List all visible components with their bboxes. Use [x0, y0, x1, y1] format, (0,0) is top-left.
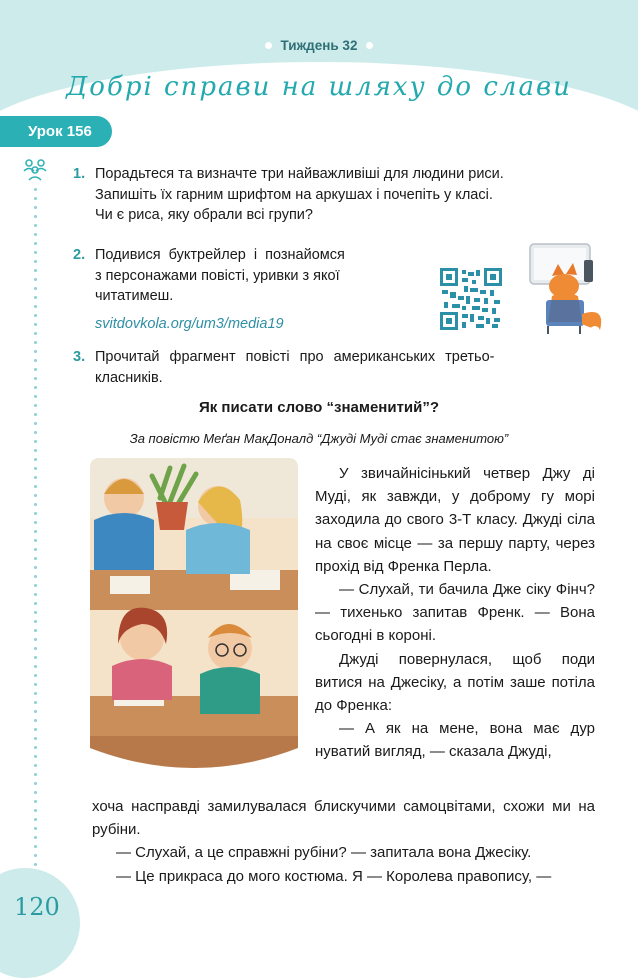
text-line: — Це прикраса до мого костюма. Я — Королева правопису, — — [116, 867, 552, 885]
text-line: ми на рубіни. — [92, 798, 596, 839]
task-number: 1. — [73, 166, 86, 182]
group-work-icon — [22, 158, 48, 182]
task-line: Подивися буктрейлер і познайомся — [95, 247, 345, 263]
text-line: — Слухай, а це справжні рубіни? — запитала вона Джесіку. — [116, 844, 532, 862]
task-3 — [73, 347, 595, 388]
text-line: Джуді сіла на своє місце — за — [315, 511, 595, 552]
page-number: 120 — [14, 893, 60, 921]
lesson-tab: Урок 156 — [0, 116, 112, 147]
margin-dotted-line — [34, 185, 37, 887]
task-line: Чи є риса, яку обрали всі групи? — [95, 207, 313, 223]
classroom-illustration — [90, 458, 298, 780]
task-line: Запишіть їх гарним шрифтом на аркушах і почепіть у класі. — [95, 186, 493, 203]
story-paragraph — [92, 865, 595, 888]
text-line: морі заходила до свого 3-Т класу. — [315, 488, 595, 529]
task-line: з персонажами повісті, уривки з якої — [95, 267, 340, 284]
story-paragraph — [315, 648, 595, 718]
story-full-text — [92, 795, 595, 888]
task-line: Порадьтеся та визначте три найважливіші для людини риси. — [95, 166, 504, 182]
story-paragraph — [315, 462, 595, 578]
story-source: За повістю Меґан МакДоналд “Джуді Муді стає знаменитою” — [129, 431, 509, 446]
page-title: Добрі справи на шляху до слави — [66, 72, 572, 102]
dot-icon — [265, 42, 272, 49]
task-1 — [73, 164, 595, 226]
text-line: Френк. — Вона сьогодні в короні. — [315, 604, 595, 645]
text-line: нуватий вигляд, — сказала Джуді, — [315, 743, 552, 761]
story-column-text — [315, 462, 595, 764]
dot-icon — [366, 42, 373, 49]
task-line: Прочитай фрагмент повісті про американських третьо- — [95, 349, 495, 365]
task-2 — [73, 245, 435, 307]
fox-at-computer-illustration — [522, 242, 612, 334]
text-line: потіла до Френка: — [315, 673, 595, 715]
task-number: 2. — [73, 247, 86, 263]
task-number: 3. — [73, 349, 86, 365]
task-line: читатимеш. — [95, 288, 174, 304]
week-text: Тиждень 32 — [280, 38, 358, 53]
text-line: — А як на мене, вона має дур — [339, 720, 595, 738]
text-line: першу парту, через прохід від — [315, 534, 595, 575]
task-line: класників. — [95, 369, 163, 386]
story-paragraph — [92, 841, 595, 864]
text-line: Джуді повернулася, щоб поди — [339, 650, 595, 668]
text-line: витися на Джесіку, а потім заше — [315, 673, 546, 691]
text-line: сіку Фінч? — тихенько запитав — [315, 581, 595, 622]
text-line: хоча насправді замилувалася блискучими самоцвітами, схожи — [92, 798, 545, 815]
story-paragraph — [315, 717, 595, 763]
text-line: ді Муді, як завжди, у доброму гу — [315, 465, 595, 506]
qr-code-icon[interactable] — [440, 268, 502, 330]
text-line: Френка Перла. — [387, 557, 492, 575]
page-number-badge — [0, 868, 80, 978]
story-paragraph — [92, 795, 595, 841]
text-line: У звичайнісінький четвер Джу — [339, 465, 571, 482]
story-title: Як писати слово “знаменитий”? — [198, 399, 440, 416]
booktrailer-link[interactable]: svitdovkola.org/um3/media19 — [95, 316, 284, 332]
week-label — [0, 38, 638, 53]
story-paragraph — [315, 578, 595, 648]
text-line: — Слухай, ти бачила Дже — [339, 581, 522, 599]
